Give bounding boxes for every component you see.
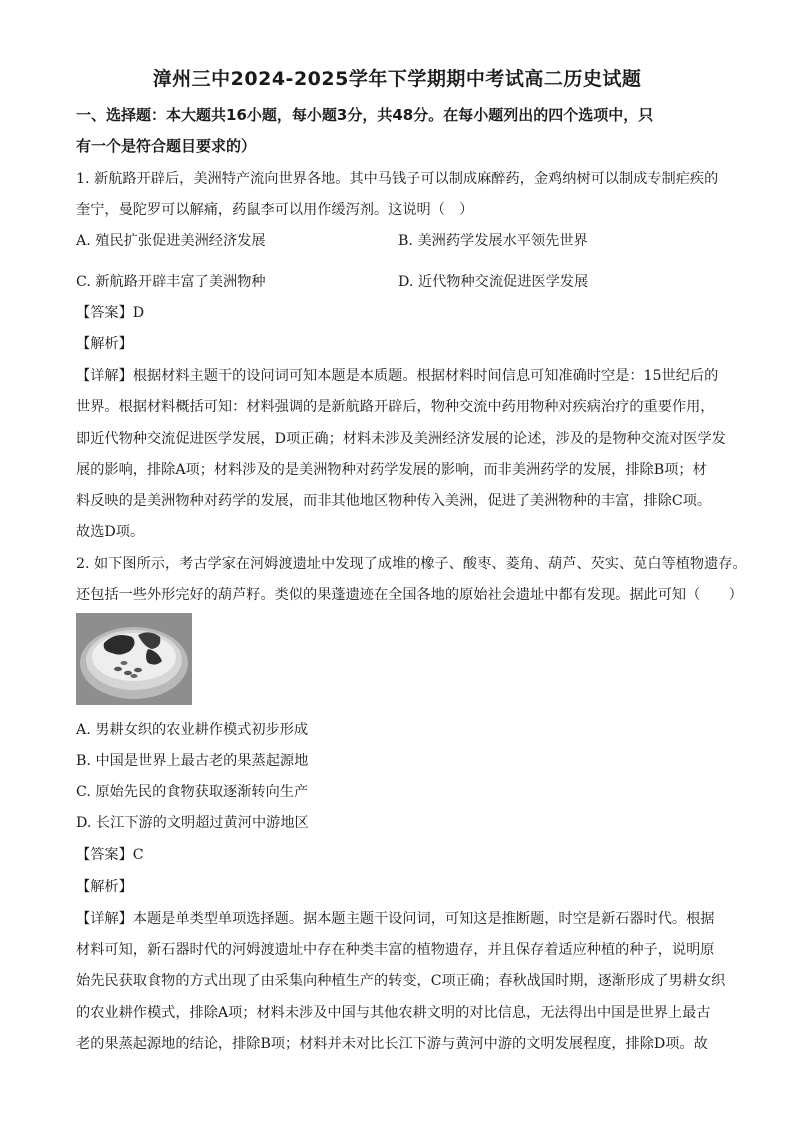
q2-analysis-label: 【解析】 [76, 879, 133, 895]
q2-detail-line-5: 老的果蒸起源地的结论，排除B项；材料并未对比长江下游与黄河中游的文明发展程度，排除D项。故 [76, 1036, 708, 1052]
q2-option-c: C. 原始先民的食物获取逐渐转向生产 [76, 784, 309, 800]
q2-option-a: A. 男耕女织的农业耕作模式初步形成 [76, 722, 309, 738]
q2-option-d: D. 长江下游的文明超过黄河中游地区 [76, 815, 309, 831]
q2-stem-line-1: 2. 如下图所示，考古学家在河姆渡遗址中发现了成堆的橡子、酸枣、菱角、葫芦、芡实、苋白等植物遗存。 [76, 556, 747, 572]
q2-answer: 【答案】C [76, 847, 144, 863]
page-title: 漳州三中2024-2025学年下学期期中考试高二历史试题 [152, 68, 642, 90]
q2-stem-line-2: 还包括一些外形完好的葫芦籽。类似的果蓬遗迹在全国各地的原始社会遗址中都有发现。据此可知（ ） [76, 587, 743, 603]
q1-analysis-label: 【解析】 [76, 336, 133, 352]
section-heading-line-2: 有一个是符合题目要求的） [76, 137, 257, 155]
q2-detail-line-3: 始先民获取食物的方式出现了由采集向种植生产的转变，C项正确；春秋战国时期，逐渐形成了男耕女织 [76, 973, 726, 989]
q1-option-b: B. 美洲药学发展水平领先世界 [398, 233, 588, 249]
q1-option-c: C. 新航路开辟丰富了美洲物种 [76, 274, 266, 290]
archaeological-seeds-photo [76, 613, 192, 705]
q1-stem-line-2: 奎宁，曼陀罗可以解痛，药鼠李可以用作缓泻剂。这说明（ ） [76, 202, 474, 218]
q2-detail-line-2: 材料可知，新石器时代的河姆渡遗址中存在种类丰富的植物遗存，并且保存着适应种植的种子，说明原 [76, 942, 715, 958]
q1-option-a: A. 殖民扩张促进美洲经济发展 [76, 233, 266, 249]
q2-detail-line-4: 的农业耕作模式，排除A项；材料未涉及中国与其他农耕文明的对比信息，无法得出中国是世界上最古 [76, 1005, 711, 1021]
q1-detail-line-6: 故选D项。 [76, 524, 145, 540]
q1-answer: 【答案】D [76, 305, 145, 321]
q1-detail-line-1: 【详解】根据材料主题干的设问词可知本题是本质题。根据材料时间信息可知准确时空是：15世纪后的 [76, 368, 719, 384]
q1-option-d: D. 近代物种交流促进医学发展 [398, 274, 589, 290]
q2-detail-line-1: 【详解】本题是单类型单项选择题。据本题主题干设问词，可知这是推断题，时空是新石器时代。根据 [76, 911, 715, 927]
q2-option-b: B. 中国是世界上最古老的果蒸起源地 [76, 753, 309, 769]
q1-detail-line-3: 即近代物种交流促进医学发展，D项正确；材料未涉及美洲经济发展的论述，涉及的是物种交流对医学发 [76, 431, 726, 447]
q1-detail-line-5: 料反映的是美洲物种对药学的发展，而非其他地区物种传入美洲，促进了美洲物种的丰富，排除C项。 [76, 493, 712, 509]
q1-stem-line-1: 1. 新航路开辟后，美洲特产流向世界各地。其中马钱子可以制成麻醉药，金鸡纳树可以制成专制疟疾的 [76, 171, 719, 187]
q1-detail-line-4: 展的影响，排除A项；材料涉及的是美洲物种对药学发展的影响，而非美洲药学的发展，排除B项；材 [76, 462, 707, 478]
section-heading-line-1: 一、选择题：本大题共16小题，每小题3分，共48分。在每小题列出的四个选项中，只 [76, 106, 654, 124]
q1-detail-line-2: 世界。根据材料概括可知：材料强调的是新航路开辟后，物种交流中药用物种对疾病治疗的重要作用， [76, 399, 715, 415]
